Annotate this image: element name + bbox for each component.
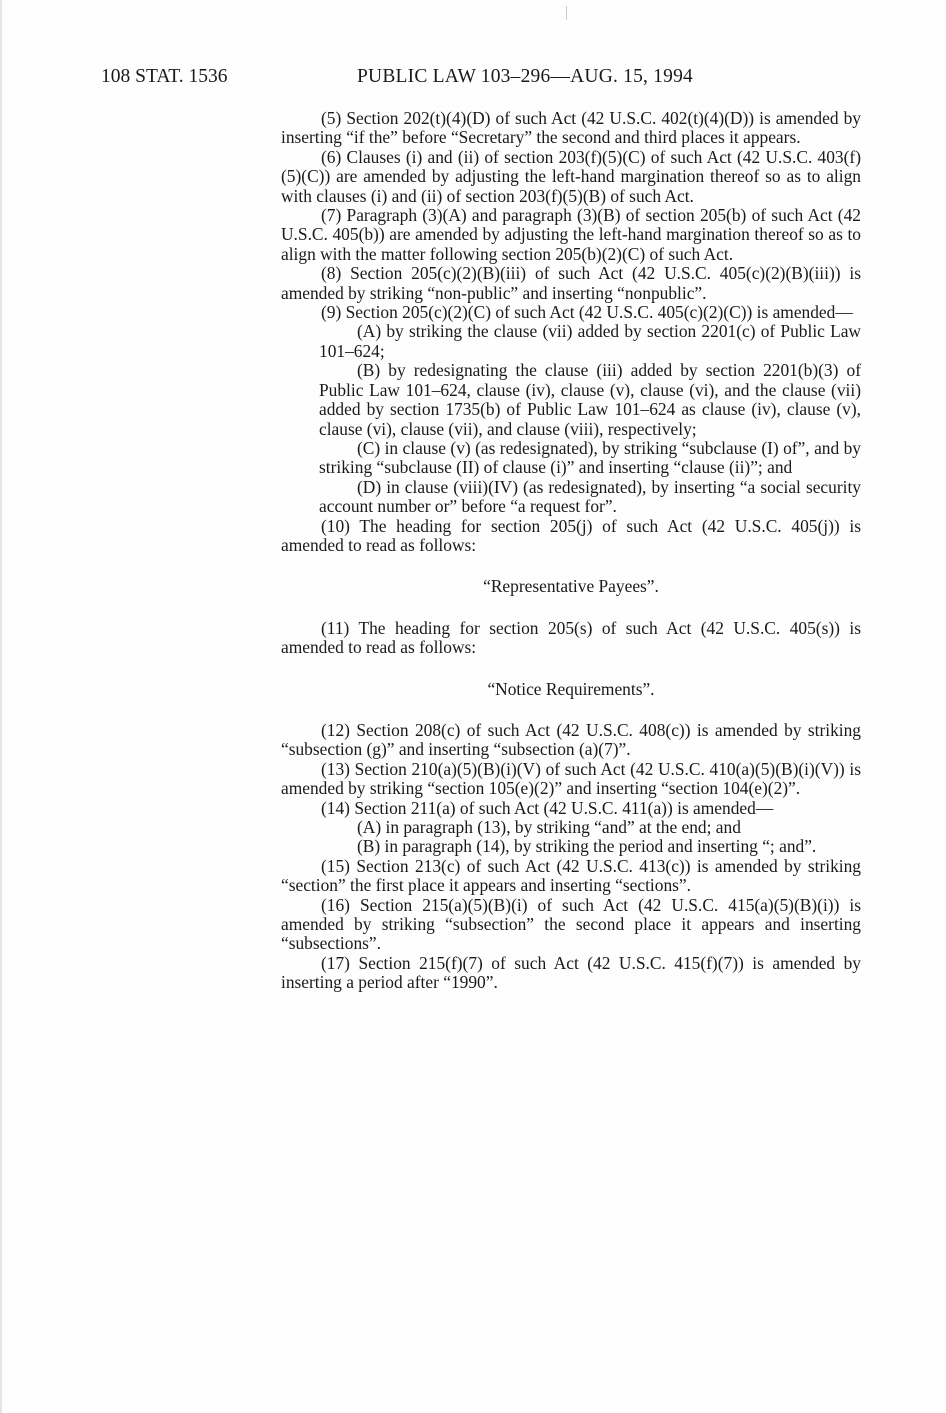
amendment-paragraph: (5) Section 202(t)(4)(D) of such Act (42 U.S.C. 402(t)(4)(D)) is amended by inserting “if the” before “Secretary” the second and third places it appears. [281, 108, 861, 148]
page-edge-shadow [0, 0, 2, 1413]
subparagraph: (C) in clause (v) (as redesignated), by striking “subclause (I) of”, and by striking “subclause (II) of clause (i)” and inserting “clause (ii)”; and [319, 437, 861, 478]
subparagraph: (B) in paragraph (14), by striking the period and inserting “; and”. [357, 836, 817, 857]
amendment-paragraph: (17) Section 215(f)(7) of such Act (42 U.S.C. 415(f)(7)) is amended by inserting a period after “1990”. [281, 952, 861, 993]
amendment-paragraph: (6) Clauses (i) and (ii) of section 203(f)(5)(C) of such Act (42 U.S.C. 403(f)(5)(C)) are amended by adjusting the left-hand margination thereof so as to align with clauses (i) and (ii) of section 203(f)(5)(B) of such Act. [281, 146, 861, 206]
subparagraph: (D) in clause (viii)(IV) (as redesignated), by inserting “a social security account number or” before “a request for”. [319, 476, 861, 517]
amendment-paragraph: (7) Paragraph (3)(A) and paragraph (3)(B) of section 205(b) of such Act (42 U.S.C. 405(b)) are amended by adjusting the left-hand margination thereof so as to align with the matter following section 205(b)(2)(C) of such Act. [281, 205, 861, 264]
scan-mark [566, 6, 567, 20]
subparagraph: (B) by redesignating the clause (iii) added by section 2201(b)(3) of Public Law 101–624, clause (iv), clause (v), clause (vi), and the clause (vii) added by section 1735(b) of Public Law 101–624 as clause (iv), clause (v), clause (vi), clause (vii), and clause (viii), respectively; [319, 360, 861, 439]
statute-page-reference: 108 STAT. 1536 [101, 66, 228, 87]
amendment-paragraph: (8) Section 205(c)(2)(B)(iii) of such Act (42 U.S.C. 405(c)(2)(B)(iii)) is amended by striking “non-public” and inserting “nonpublic”. [281, 263, 861, 303]
section-heading: “Representative Payees”. [483, 576, 659, 597]
running-header [101, 66, 761, 90]
amendment-paragraph: (10) The heading for section 205(j) of such Act (42 U.S.C. 405(j)) is amended to read as follows: [281, 515, 861, 555]
amendment-paragraph: (16) Section 215(a)(5)(B)(i) of such Act (42 U.S.C. 415(a)(5)(B)(i)) is amended by striking “subsection” the second place it appears and inserting “subsections”. [281, 894, 861, 954]
public-law-citation: PUBLIC LAW 103–296—AUG. 15, 1994 [357, 66, 693, 87]
document-body [281, 109, 861, 993]
amendment-paragraph: (11) The heading for section 205(s) of such Act (42 U.S.C. 405(s)) is amended to read as follows: [281, 617, 861, 658]
subparagraph: (A) by striking the clause (vii) added by section 2201(c) of Public Law 101–624; [319, 321, 861, 361]
subparagraph: (A) in paragraph (13), by striking “and” at the end; and [357, 817, 741, 837]
amendment-paragraph: (9) Section 205(c)(2)(C) of such Act (42 U.S.C. 405(c)(2)(C)) is amended— [321, 302, 853, 323]
amendment-paragraph: (15) Section 213(c) of such Act (42 U.S.C. 413(c)) is amended by striking “section” the first place it appears and inserting “sections”. [281, 855, 861, 896]
section-heading: “Notice Requirements”. [487, 678, 655, 699]
amendment-paragraph: (13) Section 210(a)(5)(B)(i)(V) of such Act (42 U.S.C. 410(a)(5)(B)(i)(V)) is amended by striking “section 105(e)(2)” and inserting “section 104(e)(2)”. [281, 758, 861, 799]
amendment-paragraph: (12) Section 208(c) of such Act (42 U.S.C. 408(c)) is amended by striking “subsection (g)” and inserting “subsection (a)(7)”. [281, 719, 861, 760]
amendment-paragraph: (14) Section 211(a) of such Act (42 U.S.C. 411(a)) is amended— [321, 797, 774, 818]
